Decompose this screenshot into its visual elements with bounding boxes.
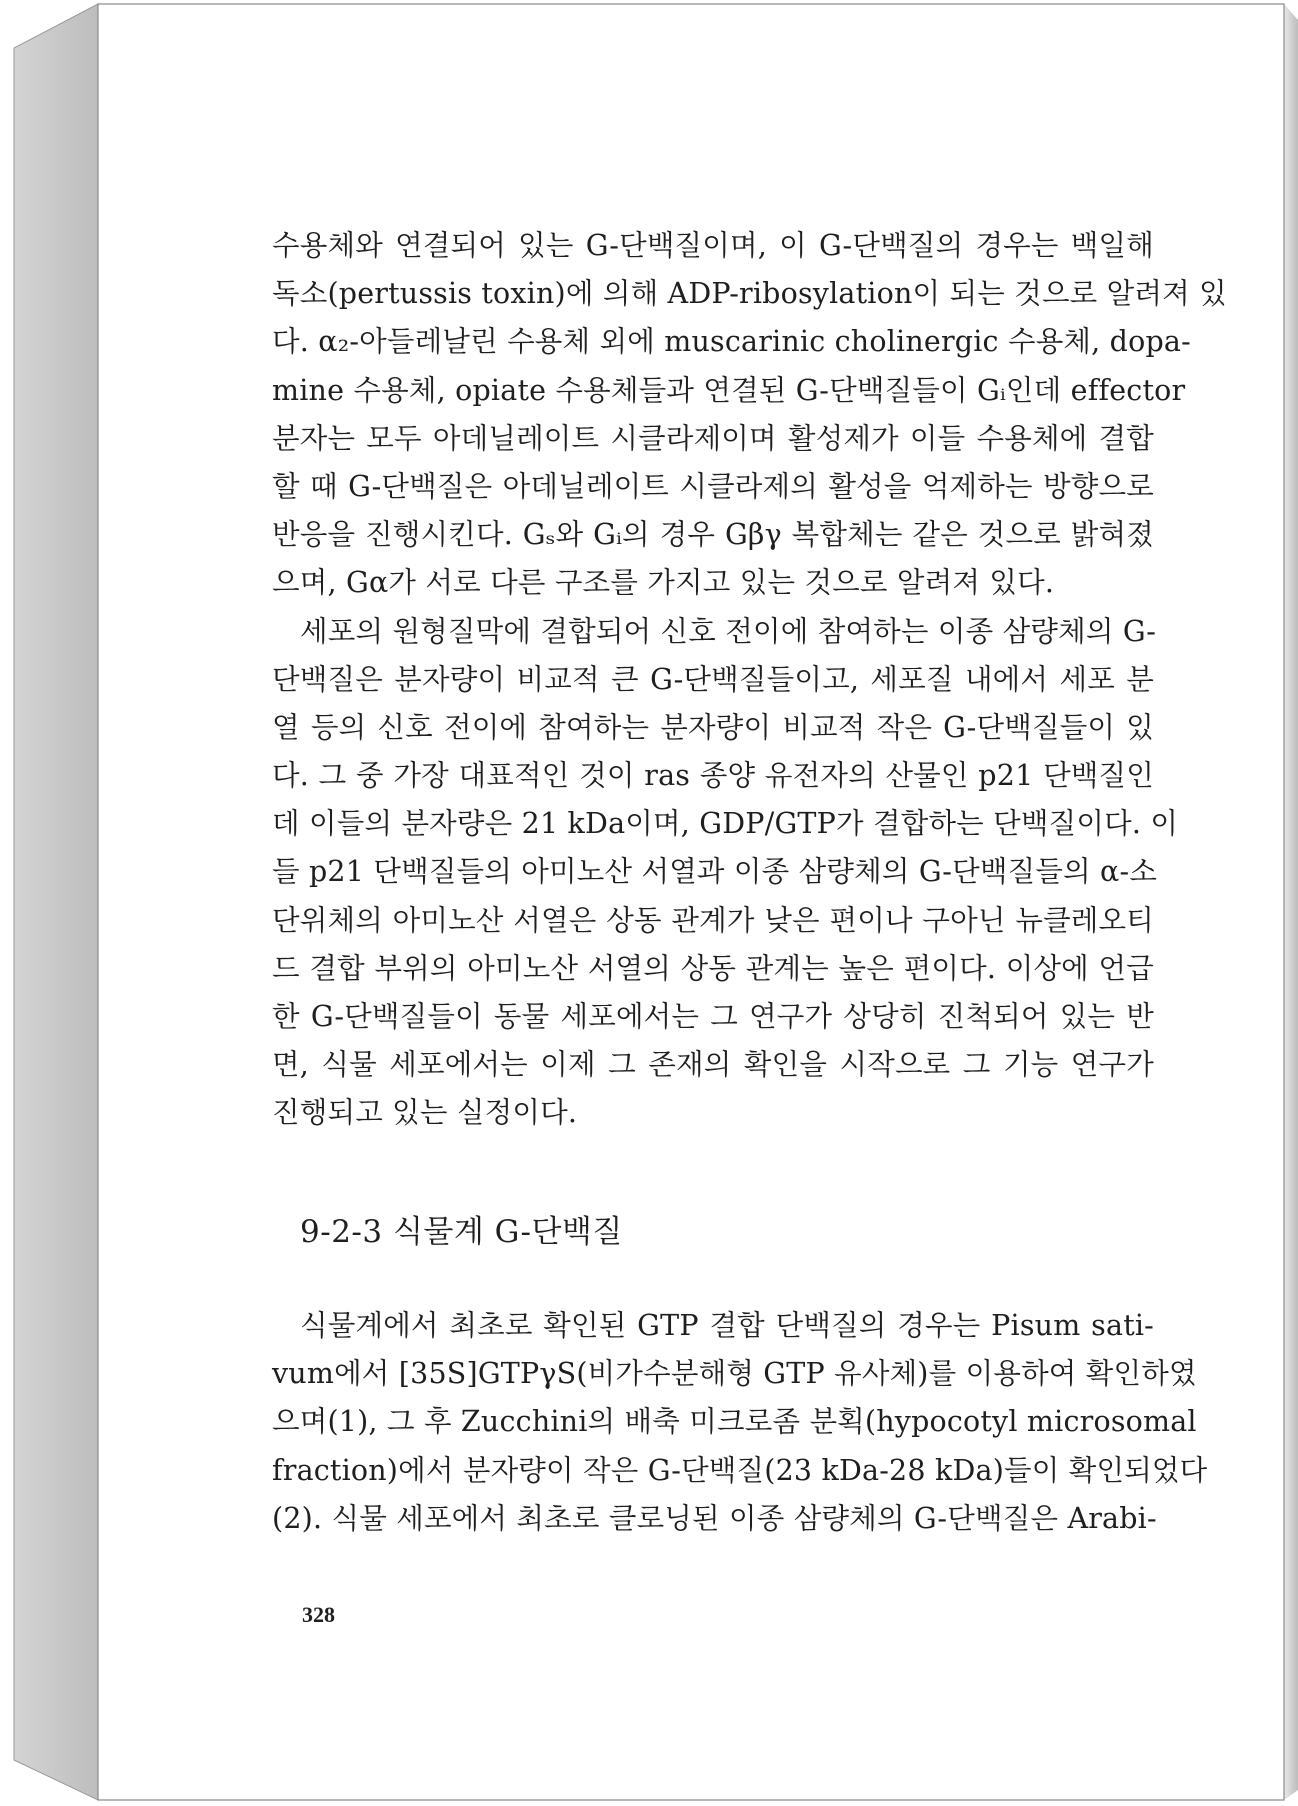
text-line: 으며, Gα가 서로 다른 구조를 가지고 있는 것으로 알려져 있다. [272,566,1055,600]
body-text-lower [272,1302,1208,1543]
paragraph-3 [272,1302,1208,1543]
text-line: 분자는 모두 아데닐레이트 시클라제이며 활성제가 이들 수용체에 결합 [272,421,1154,455]
paragraph-2 [272,608,1179,1138]
text-line: 다. 그 중 가장 대표적인 것이 ras 종양 유전자의 산물인 p21 단백질인 [272,759,1154,793]
text-line: 진행되고 있는 실정이다. [272,1096,578,1130]
text-line: mine 수용체, opiate 수용체들과 연결된 G-단백질들이 Gᵢ인데 effector [272,373,1186,407]
text-line: 면, 식물 세포에서는 이제 그 존재의 확인을 시작으로 그 기능 연구가 [272,1048,1154,1082]
page-number: 328 [302,1602,335,1627]
text-line: 드 결합 부위의 아미노산 서열의 상동 관계는 높은 편이다. 이상에 언급 [272,951,1154,985]
paragraph-1 [272,222,1227,608]
text-line: 열 등의 신호 전이에 참여하는 분자량이 비교적 작은 G-단백질들이 있 [272,710,1154,744]
text-line: 반응을 진행시킨다. Gₛ와 Gᵢ의 경우 Gβγ 복합체는 같은 것으로 밝혀졌 [272,518,1154,552]
text-line: 데 이들의 분자량은 21 kDa이며, GDP/GTP가 결합하는 단백질이다. 이 [272,807,1179,841]
body-text-upper [272,222,1227,1138]
text-line: 들 p21 단백질들의 아미노산 서열과 이종 삼량체의 G-단백질들의 α-소 [272,855,1158,889]
text-line: 식물계에서 최초로 확인된 GTP 결합 단백질의 경우는 Pisum sati- [300,1309,1154,1342]
text-line: 단위체의 아미노산 서열은 상동 관계가 낮은 편이나 구아닌 뉴클레오티 [272,903,1154,937]
text-line: 독소(pertussis toxin)에 의해 ADP-ribosylation이 되는 것으로 알려져 있 [272,277,1227,311]
text-line: 한 G-단백질들이 동물 세포에서는 그 연구가 상당히 진척되어 있는 반 [272,1000,1154,1033]
text-line: 다. α₂-아들레날린 수용체 외에 muscarinic cholinergic 수용체, dopa- [272,325,1191,359]
text-line: 단백질은 분자량이 비교적 큰 G-단백질들이고, 세포질 내에서 세포 분 [272,662,1154,696]
text-line: 할 때 G-단백질은 아데닐레이트 시클라제의 활성을 억제하는 방향으로 [272,469,1154,503]
text-line: fraction)에서 분자량이 작은 G-단백질(23 kDa-28 kDa)들이 확인되었다 [272,1453,1208,1487]
text-line: 세포의 원형질막에 결합되어 신호 전이에 참여하는 이종 삼량체의 G- [300,614,1157,648]
text-line: 수용체와 연결되어 있는 G-단백질이며, 이 G-단백질의 경우는 백일해 [272,229,1154,262]
text-line: vum에서 [35S]GTPγS(비가수분해형 GTP 유사체)를 이용하여 확인하였 [272,1357,1197,1391]
text-line: (2). 식물 세포에서 최초로 클로닝된 이종 삼량체의 G-단백질은 Arabi- [272,1501,1157,1535]
text-line: 으며(1), 그 후 Zucchini의 배축 미크로좀 분획(hypocotyl microsomal [272,1405,1197,1439]
section-heading: 9-2-3 식물계 G-단백질 [300,1214,623,1250]
